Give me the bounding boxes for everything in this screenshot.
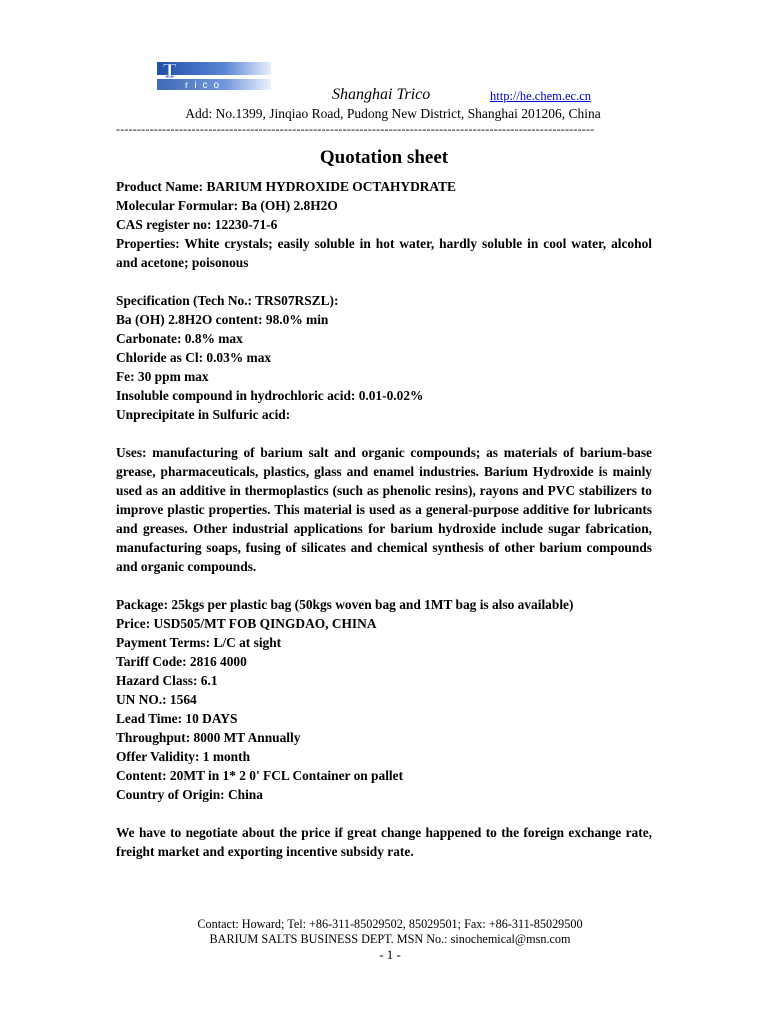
specification-heading: Specification (Tech No.: TRS07RSZL): [116,293,339,308]
spec-item: Unprecipitate in Sulfuric acid: [116,407,291,422]
quotation-body [116,177,652,861]
svg-text:rico: rico [185,80,226,91]
spec-item: Fe: 30 ppm max [116,369,209,384]
term-line: Hazard Class: 6.1 [116,673,218,688]
cas-number: CAS register no: 12230-71-6 [116,217,278,232]
product-name: Product Name: BARIUM HYDROXIDE OCTAHYDRATE [116,179,456,194]
price-note: We have to negotiate about the price if great change happened to the foreign exchange rate, freight market and exporting incentive subsidy rate. [116,825,652,859]
page-number: - 1 - [379,947,401,962]
product-properties: Properties: White crystals; easily soluble in hot water, hardly soluble in cool water, alcohol and acetone; poisonous [116,236,652,270]
term-line: Package: 25kgs per plastic bag (50kgs woven bag and 1MT bag is also available) [116,597,574,612]
company-address: Add: No.1399, Jinqiao Road, Pudong New District, Shanghai 201206, China [185,106,601,121]
spec-item: Carbonate: 0.8% max [116,331,243,346]
header-separator: ------------------------------------------------------------------------------------------------------------------ [116,122,595,136]
footer-department: BARIUM SALTS BUSINESS DEPT. MSN No.: sinochemical@msn.com [209,932,571,946]
molecular-formula: Molecular Formular: Ba (OH) 2.8H2O [116,198,338,213]
term-line: Content: 20MT in 1* 2 0' FCL Container on pallet [116,768,404,783]
spec-item: Insoluble compound in hydrochloric acid: 0.01-0.02% [116,388,424,403]
term-line: Throughput: 8000 MT Annually [116,730,301,745]
term-line: Price: USD505/MT FOB QINGDAO, CHINA [116,616,377,631]
spec-item: Ba (OH) 2.8H2O content: 98.0% min [116,312,329,327]
term-line: Offer Validity: 1 month [116,749,251,764]
document-title: Quotation sheet [319,147,449,168]
term-line: Country of Origin: China [116,787,263,802]
term-line: Payment Terms: L/C at sight [116,635,282,650]
spec-item: Chloride as Cl: 0.03% max [116,350,272,365]
footer-contact: Contact: Howard; Tel: +86-311-85029502, 85029501; Fax: +86-311-85029500 [197,917,583,931]
svg-text:T: T [163,60,177,82]
uses-paragraph: Uses: manufacturing of barium salt and organic compounds; as materials of barium-base grease, pharmaceuticals, plastics, glass and enamel industries. Barium Hydroxide is mainly used as an additive in thermoplastics (such as phenolic resins), rayons and PVC stabilizers to improve plastic properties. This material is used as a general-purpose additive for lubricants and greases. Other industrial applications for barium hydroxide include sugar fabrication, manufacturing soaps, fusing of silicates and chemical synthesis of other barium compounds and organic compounds. [116,445,652,574]
website-link[interactable]: http://he.chem.ec.cn [490,89,592,103]
company-name: Shanghai Trico [332,86,431,103]
term-line: Tariff Code: 2816 4000 [116,654,247,669]
term-line: UN NO.: 1564 [116,692,197,707]
term-line: Lead Time: 10 DAYS [116,711,238,726]
trico-logo [155,60,273,96]
